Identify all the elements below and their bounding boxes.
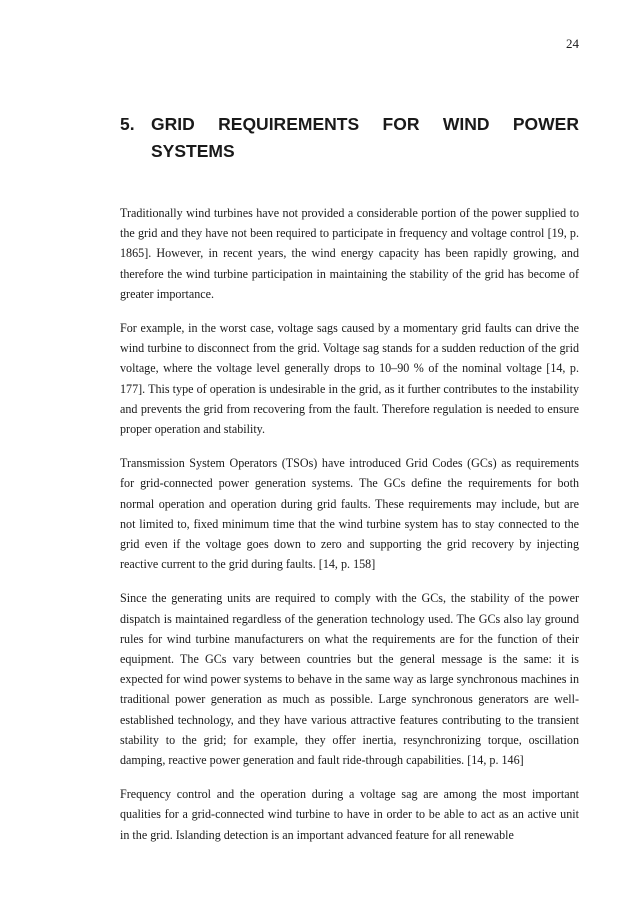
paragraph: Traditionally wind turbines have not provided a considerable portion of the power supplied to the grid and they have not been required to participate in frequency and voltage control [19, p. 1865]. However, in recent years, the wind energy capacity has been rapidly growing, and therefore the wind turbine participation in maintaining the stability of the grid has become of greater importance. xyxy=(120,206,579,301)
section-heading xyxy=(120,111,579,165)
section-title-line-2: SYSTEMS xyxy=(151,141,235,161)
section-title-line-1: GRID REQUIREMENTS FOR WIND POWER xyxy=(151,114,579,134)
section-title xyxy=(151,111,579,165)
page-number: 24 xyxy=(566,36,579,51)
paragraph: For example, in the worst case, voltage sags caused by a momentary grid faults can drive the wind turbine to disconnect from the grid. Voltage sag stands for a sudden reduction of the grid voltage, where the voltage level generally drops to 10–90 % of the nominal voltage [14, p. 177]. This type of operation is undesirable in the grid, as it further contributes to the instability and prevents the grid from recovering from the fault. Therefore regulation is needed to ensure proper operation and stability. xyxy=(120,321,579,437)
paragraph: Since the generating units are required to comply with the GCs, the stability of the power dispatch is maintained regardless of the generation technology used. The GCs also lay ground rules for wind turbine manufacturers on what the requirements are for the function of their equipment. The GCs vary between countries but the general message is the same: it is expected for wind power systems to behave in the same way as large synchronous machines in traditional power generation as much as possible. Large synchronous generators are well-established technology, and they have various attractive features contributing to the transient stability to the grid; for example, they offer inertia, resynchronizing torque, oscillation damping, reactive power generation and fault ride-through capabilities. [14, p. 146] xyxy=(120,591,579,768)
body-text xyxy=(120,203,579,859)
section-number: 5. xyxy=(120,114,135,134)
paragraph: Frequency control and the operation during a voltage sag are among the most important qualities for a grid-connected wind turbine to have in order to be able to act as an active unit in the grid. Islanding detection is an important advanced feature for all renewable xyxy=(120,787,579,842)
paragraph: Transmission System Operators (TSOs) have introduced Grid Codes (GCs) as requirements for grid-connected power generation systems. The GCs define the requirements for both normal operation and operation during grid faults. These requirements may include, but are not limited to, fixed minimum time that the wind turbine system has to stay connected to the grid even if the voltage goes down to zero and supporting the grid recovery by injecting reactive current to the grid during faults. [14, p. 158] xyxy=(120,456,579,572)
